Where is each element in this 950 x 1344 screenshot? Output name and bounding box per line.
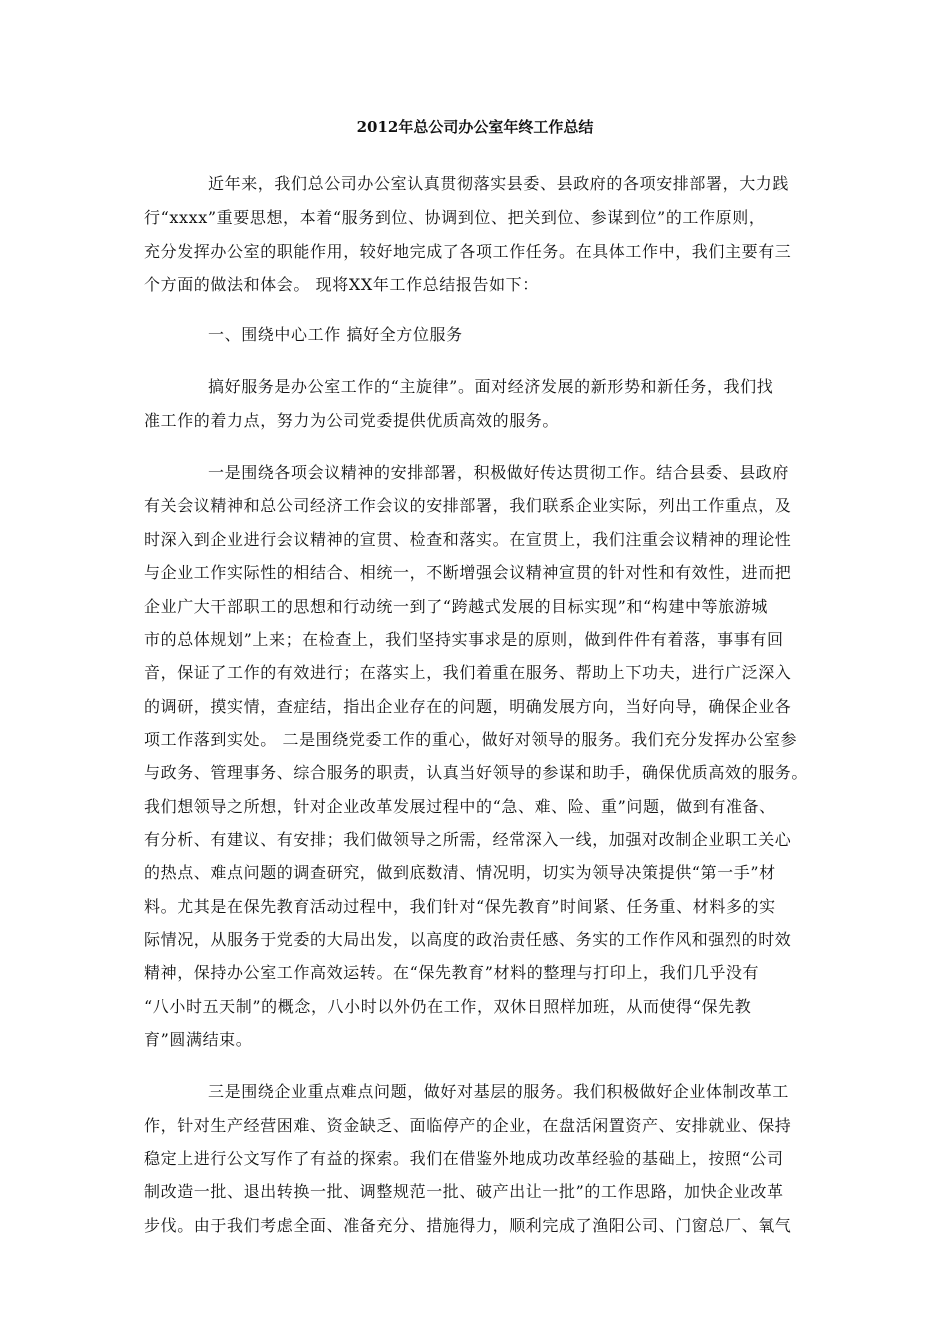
paragraph-line: 近年来，我们总公司办公室认真贯彻落实县委、县政府的各项安排部署，大力践 bbox=[208, 174, 790, 193]
paragraph-line: 与企业工作实际性的相结合、相统一，不断增强会议精神宣贯的针对性和有效性，进而把 bbox=[144, 563, 792, 582]
paragraph-line: 市的总体规划”上来；在检查上，我们坚持实事求是的原则，做到件件有着落，事事有回 bbox=[144, 630, 784, 649]
paragraph-line: 企业广大干部职工的思想和行动统一到了“跨越式发展的目标实现”和“构建中等旅游城 bbox=[144, 597, 768, 616]
paragraph-line: 充分发挥办公室的职能作用，较好地完成了各项工作任务。在具体工作中，我们主要有三 bbox=[144, 242, 792, 261]
paragraph-line: 个方面的做法和体会。 现将XX年工作总结报告如下： bbox=[144, 275, 539, 294]
paragraph-line: 有分析、有建议、有安排；我们做领导之所需，经常深入一线，加强对改制企业职工关心 bbox=[144, 830, 792, 849]
paragraph-line: 我们想领导之所想，针对企业改革发展过程中的“急、难、险、重”问题，做到有准备、 bbox=[144, 797, 776, 816]
paragraph-line: 稳定上进行公文写作了有益的探索。我们在借鉴外地成功改革经验的基础上，按照“公司 bbox=[144, 1149, 784, 1168]
paragraph-line: 作，针对生产经营困难、资金缺乏、面临停产的企业，在盘活闲置资产、安排就业、保持 bbox=[144, 1116, 792, 1135]
paragraph-line: 项工作落到实处。 二是围绕党委工作的重心，做好对领导的服务。我们充分发挥办公室参 bbox=[144, 730, 798, 749]
paragraph-line: 时深入到企业进行会议精神的宣贯、检查和落实。在宣贯上，我们注重会议精神的理论性 bbox=[144, 530, 792, 549]
paragraph-line: 料。尤其是在保先教育活动过程中，我们针对“保先教育”时间紧、任务重、材料多的实 bbox=[144, 897, 776, 916]
paragraph-line: 的热点、难点问题的调查研究，做到底数清、情况明，切实为领导决策提供“第一手”材 bbox=[144, 863, 776, 882]
paragraph-line: 制改造一批、退出转换一批、调整规范一批、破产出让一批”的工作思路，加快企业改革 bbox=[144, 1182, 784, 1201]
section-heading: 一、围绕中心工作 搞好全方位服务 bbox=[208, 325, 463, 344]
paragraph-line: 的调研，摸实情，查症结，指出企业存在的问题，明确发展方向，当好向导，确保企业各 bbox=[144, 697, 792, 716]
paragraph-line: 音，保证了工作的有效进行；在落实上，我们着重在服务、帮助上下功夫，进行广泛深入 bbox=[144, 663, 792, 682]
paragraph-line: 精神，保持办公室工作高效运转。在“保先教育”材料的整理与打印上，我们几乎没有 bbox=[144, 963, 760, 982]
paragraph-line: 行“xxxx”重要思想，本着“服务到位、协调到位、把关到位、参谋到位”的工作原则， bbox=[144, 208, 766, 227]
paragraph-line: 步伐。由于我们考虑全面、准备充分、措施得力，顺利完成了渔阳公司、门窗总厂、氧气 bbox=[144, 1216, 792, 1235]
paragraph-line: “八小时五天制”的概念，八小时以外仍在工作，双休日照样加班，从而使得“保先教 bbox=[144, 997, 752, 1016]
paragraph-line: 育”圆满结束。 bbox=[144, 1030, 253, 1049]
paragraph-line: 一是围绕各项会议精神的安排部署，积极做好传达贯彻工作。结合县委、县政府 bbox=[208, 463, 790, 482]
paragraph-line: 三是围绕企业重点难点问题，做好对基层的服务。我们积极做好企业体制改革工 bbox=[208, 1082, 790, 1101]
paragraph-line: 搞好服务是办公室工作的“主旋律”。面对经济发展的新形势和新任务，我们找 bbox=[208, 377, 774, 396]
document-title: 2012年总公司办公室年终工作总结 bbox=[356, 118, 594, 136]
paragraph-line: 与政务、管理事务、综合服务的职责，认真当好领导的参谋和助手，确保优质高效的服务。 bbox=[144, 763, 809, 782]
paragraph-line: 际情况，从服务于党委的大局出发，以高度的政治责任感、务实的工作作风和强烈的时效 bbox=[144, 930, 792, 949]
paragraph-line: 有关会议精神和总公司经济工作会议的安排部署，我们联系企业实际，列出工作重点，及 bbox=[144, 496, 792, 515]
paragraph-line: 准工作的着力点，努力为公司党委提供优质高效的服务。 bbox=[144, 411, 560, 430]
